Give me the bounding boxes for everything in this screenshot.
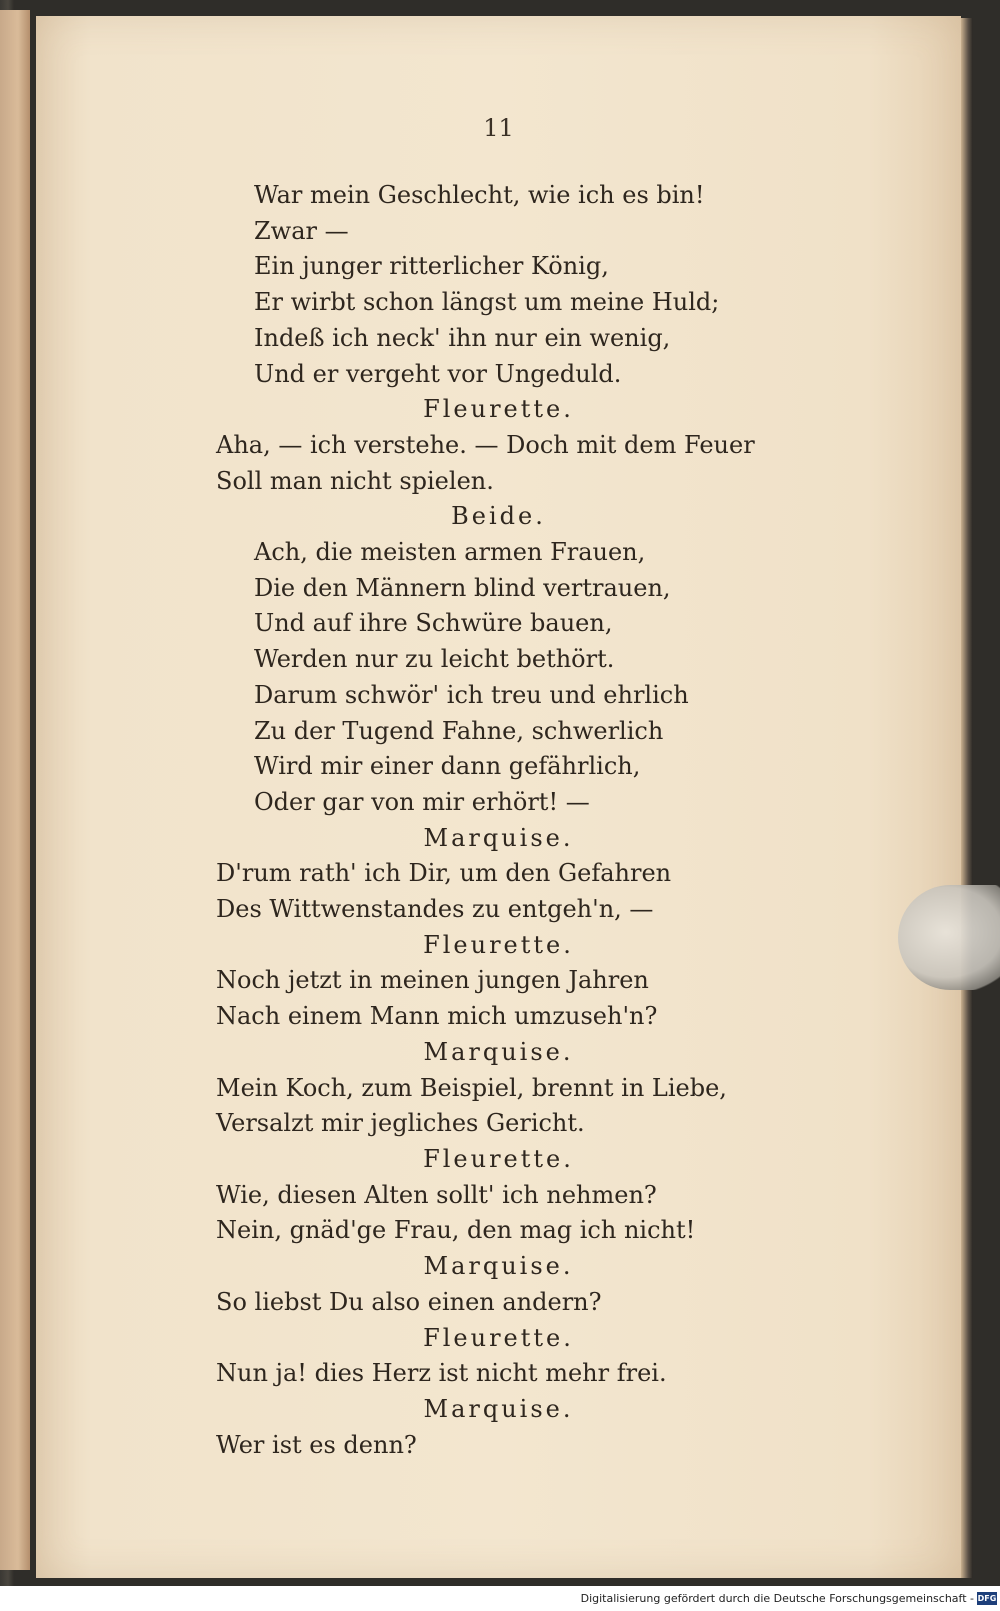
verse-line: Ach, die meisten armen Frauen, <box>254 538 646 567</box>
speaker-name: Marquise. <box>423 823 574 852</box>
verse-line: Wer ist es denn? <box>216 1430 417 1459</box>
verse-line: Er wirbt schon längst um meine Huld; <box>254 288 720 317</box>
verse-line: Werden nur zu leicht bethört. <box>254 645 615 674</box>
verse-line: Wird mir einer dann gefährlich, <box>254 752 641 781</box>
verse-line: So liebst Du also einen andern? <box>216 1287 602 1316</box>
verse-line: Nein, gnäd'ge Frau, den mag ich nicht! <box>216 1216 696 1245</box>
page-number: 11 <box>483 114 514 142</box>
verse-line: Wie, diesen Alten sollt' ich nehmen? <box>216 1180 657 1209</box>
verse-line: Zwar — <box>254 216 349 245</box>
speaker-name: Fleurette. <box>423 1323 574 1352</box>
page-stack-edge <box>961 18 973 1578</box>
verse-line: D'rum rath' ich Dir, um den Gefahren <box>216 859 672 888</box>
speaker-name: Fleurette. <box>423 1144 574 1173</box>
verse-line: Die den Männern blind vertrauen, <box>254 573 671 602</box>
verse-line: Des Wittwenstandes zu entgeh'n, — <box>216 895 654 924</box>
verse-line: Versalzt mir jegliches Gericht. <box>216 1109 585 1138</box>
speaker-name: Marquise. <box>423 1394 574 1423</box>
speaker-name: Fleurette. <box>423 395 574 424</box>
verse-line: Indeß ich neck' ihn nur ein wenig, <box>254 323 671 352</box>
verse-line: Mein Koch, zum Beispiel, brennt in Liebe, <box>216 1073 727 1102</box>
verse-line: Darum schwör' ich treu und ehrlich <box>254 680 689 709</box>
verse-line: Aha, — ich verstehe. — Doch mit dem Feuer <box>216 430 755 459</box>
bookmark-tab <box>898 885 1000 990</box>
verse-line: Oder gar von mir erhört! — <box>254 787 590 816</box>
footer-bar <box>0 1586 1000 1611</box>
speaker-name: Marquise. <box>423 1252 574 1281</box>
book-page <box>36 16 961 1578</box>
footer-credit: Digitalisierung gefördert durch die Deutsche Forschungsgemeinschaft - <box>580 1592 974 1605</box>
facing-page-edge <box>0 10 30 1570</box>
verse-line: War mein Geschlecht, wie ich es bin! <box>254 181 705 209</box>
speaker-name: Fleurette. <box>423 930 574 959</box>
verse-text <box>36 178 961 1463</box>
verse-line: Nun ja! dies Herz ist nicht mehr frei. <box>216 1359 667 1388</box>
verse-line: Soll man nicht spielen. <box>216 466 494 495</box>
verse-line: Zu der Tugend Fahne, schwerlich <box>254 716 664 745</box>
verse-line: Und er vergeht vor Ungeduld. <box>254 359 622 388</box>
verse-line: Nach einem Mann mich umzuseh'n? <box>216 1002 658 1031</box>
dfg-logo: DFG <box>977 1594 997 1603</box>
speaker-name: Beide. <box>451 502 546 531</box>
speaker-name: Marquise. <box>423 1037 574 1066</box>
verse-line: Ein junger ritterlicher König, <box>254 252 609 281</box>
verse-line: Und auf ihre Schwüre bauen, <box>254 609 613 638</box>
verse-line: Noch jetzt in meinen jungen Jahren <box>216 966 649 995</box>
